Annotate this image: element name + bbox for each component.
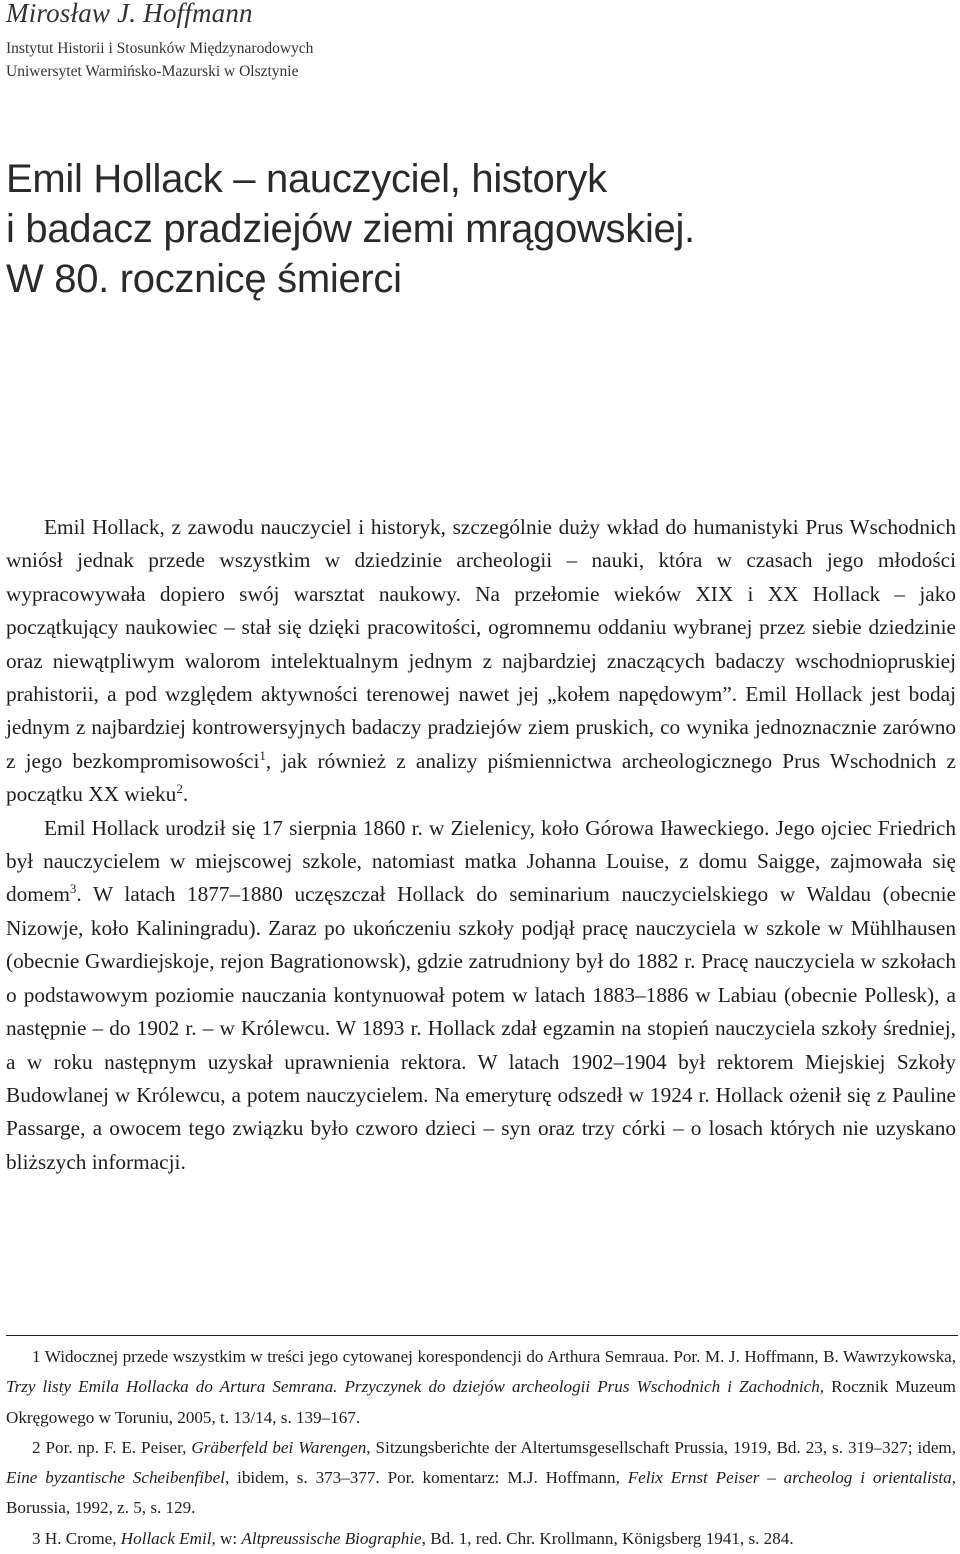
footnote-2-number: 2 <box>32 1437 41 1457</box>
footnote-3-number: 3 <box>32 1528 41 1548</box>
footnote-2-title-2: Eine byzantische Scheibenfibel <box>6 1468 225 1488</box>
title-line-3: W 80. rocznicę śmierci <box>6 257 402 301</box>
footnote-2-text-b: , Sitzungsberichte der Altertumsgesellschaft Prussia, 1919, Bd. 23, s. 319–327; idem, <box>366 1437 956 1457</box>
footnote-1-number: 1 <box>32 1347 41 1366</box>
paragraph-1-text-b: , jak również z analizy piśmiennictwa archeologicznego Prus Wschodnich z początku XX wieku <box>6 748 956 807</box>
footnote-3-text-b: , w: <box>211 1528 242 1548</box>
footnote-ref-3[interactable]: 3 <box>69 881 77 897</box>
title-line-1: Emil Hollack – nauczyciel, historyk <box>6 157 607 201</box>
footnote-3-text-c: , Bd. 1, red. Chr. Krollmann, Königsberg 1941, s. 284. <box>421 1528 794 1548</box>
paragraph-2-text-b: . W latach 1877–1880 uczęszczał Hollack do seminarium nauczycielskiego w Waldau (obecnie Nizowje, koło Kaliningradu). Zaraz po ukończeniu szkoły podjął pracę nauczyciela w szkole w Mühlhausen (obecnie Gwardiejskoje, rejon Bagrationowsk), gdzie zatrudniony był do 1882 r. Pracę nauczyciela w szkołach o podstawowym poziomie nauczania kontynuował potem w latach 1883–1886 w Labiau (obecnie Pollesk), a następnie – do 1902 r. – w Królewcu. W 1893 r. Hollack zdał egzamin na stopień nauczyciela szkoły średniej, a w roku następnym uzyskał uprawnienia rektora. W latach 1902–1904 był rektorem Miejskiej Szkoły Budowlanej w Królewcu, a potem nauczycielem. Na emeryturę odszedł w 1924 r. Hollack ożenił się z Pauline Passarge, a owocem tego związku było czworo dzieci – syn oraz trzy córki – o losach których nie uzyskano bliższych informacji. <box>6 882 956 1174</box>
affiliation-university: Uniwersytet Warmińsko-Mazurski w Olsztynie <box>6 63 299 80</box>
footnotes <box>6 1342 956 1554</box>
author-name: Mirosław J. Hoffmann <box>6 0 253 28</box>
article-body <box>6 511 956 1179</box>
title-line-2: i badacz pradziejów ziemi mrągowskiej. <box>6 207 695 251</box>
footnote-2-title-1: Gräberfeld bei Warengen <box>191 1437 367 1457</box>
footnote-ref-2[interactable]: 2 <box>176 781 183 797</box>
footnote-divider <box>6 1335 958 1336</box>
footnote-2-text-a: Por. np. F. E. Peiser, <box>40 1437 192 1457</box>
paragraph-1-text-a: Emil Hollack, z zawodu nauczyciel i historyk, szczególnie duży wkład do humanistyki Prus Wschodnich wniósł jednak przede wszystkim w dziedzinie archeologii – nauki, która w czasach jego młodości wypracowywała dopiero swój warsztat naukowy. Na przełomie wieków XIX i XX Hollack – jako początkujący naukowiec – stał się dzięki pracowitości, ogromnemu oddaniu wybranej przez siebie dziedzinie oraz niewątpliwym walorom intelektualnym jednym z najbardziej znaczących badaczy wschodniopruskiej prahistorii, a pod względem aktywności terenowej nawet jej „kołem napędowym”. Emil Hollack jest bodaj jednym z najbardziej kontrowersyjnych badaczy pradziejów ziem pruskich, co wynika jednoznacznie zarówno z jego bezkompromisowości <box>6 515 956 773</box>
footnote-1-text-b: , Rocznik Muzeum Okręgowego w Toruniu, 2005, t. 13/14, s. 139–167. <box>6 1377 956 1427</box>
footnote-2-text-c: , ibidem, s. 373–377. Por. komentarz: M.J. Hoffmann, <box>224 1468 628 1488</box>
footnote-3-title-2: Altpreussische Biographie <box>241 1528 422 1548</box>
footnote-1-text-a: Widocznej przede wszystkim w treści jego cytowanej korespondencji do Arthura Semraua. Por. M. J. Hoffmann, B. Wawrzykowska, <box>40 1347 956 1366</box>
footnote-ref-1[interactable]: 1 <box>259 747 266 763</box>
footnote-2-title-3: Felix Ernst Peiser – archeolog i orientalista <box>627 1468 952 1488</box>
footnote-2 <box>6 1433 956 1524</box>
paragraph-1-text-c: . <box>182 782 189 807</box>
footnote-3-title-1: Hollack Emil <box>120 1528 212 1548</box>
article-title <box>6 154 906 304</box>
footnote-1-title: Trzy listy Emila Hollacka do Artura Semrana. Przyczynek do dziejów archeologii Prus Wschodnich i Zachodnich <box>6 1377 820 1397</box>
footnote-1 <box>6 1342 956 1433</box>
footnote-3 <box>6 1524 956 1554</box>
paragraph-1 <box>6 511 956 812</box>
affiliation-institute: Instytut Historii i Stosunków Międzynarodowych <box>6 40 314 57</box>
footnote-2-text-d: , Borussia, 1992, z. 5, s. 129. <box>6 1468 956 1518</box>
paragraph-2 <box>6 812 956 1179</box>
footnote-3-text-a: H. Crome, <box>40 1528 121 1548</box>
paragraph-2-text-a: Emil Hollack urodził się 17 sierpnia 1860 r. w Zielenicy, koło Górowa Iławeckiego. Jego ojciec Friedrich był nauczycielem w miejscowej szkole, natomiast matka Johanna Louise, z domu Saigge, zajmowała się domem <box>6 815 956 907</box>
